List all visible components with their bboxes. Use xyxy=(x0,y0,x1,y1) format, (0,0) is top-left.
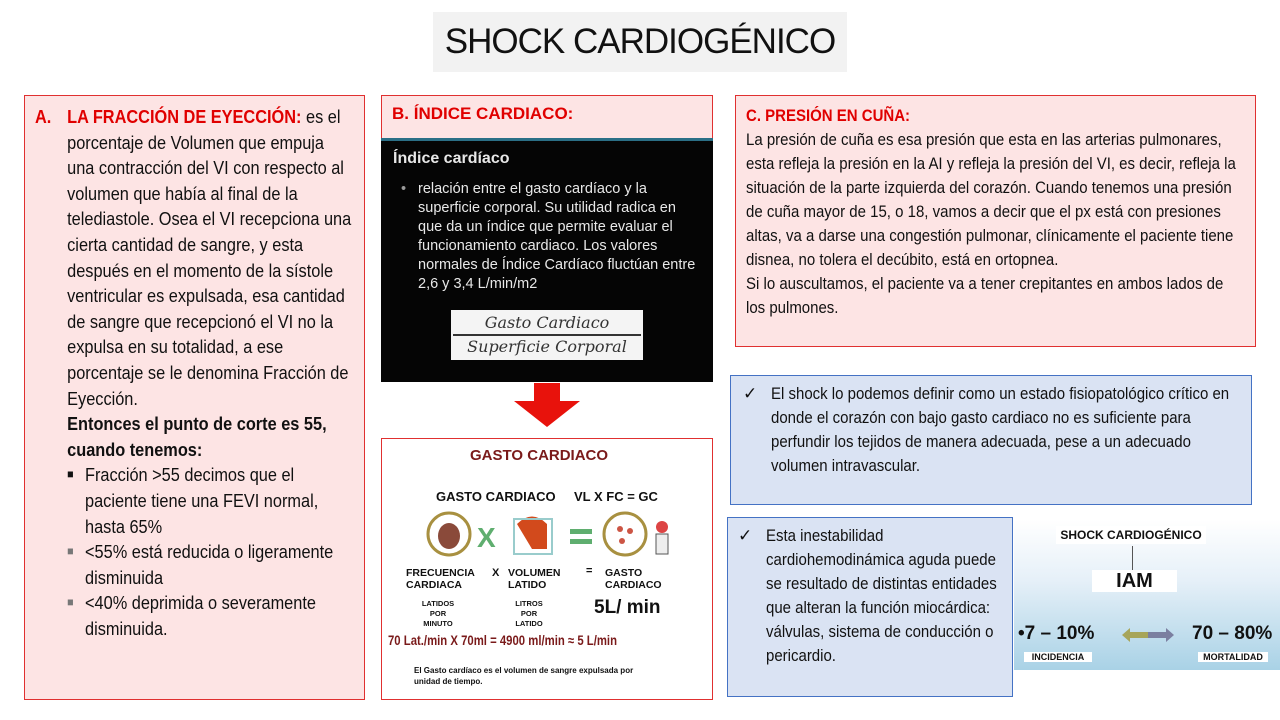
section-c-wedge-pressure xyxy=(735,95,1256,347)
cardiac-index-image xyxy=(381,138,713,382)
definition-note: El Gasto cardíaco es el volumen de sangre expulsada por unidad de tiempo. xyxy=(414,666,634,686)
denominator: Superficie Corporal xyxy=(467,337,627,356)
cardiac-output-value: 5L/ min xyxy=(594,597,661,618)
note-text: El shock lo podemos definir como un estado fisiopatológico crítico en donde el corazón con bajo gasto cardiaco no es suficiente para perfundir los tejidos de manera adecuada, pese a un adecuado volumen intravascular. xyxy=(771,384,1230,475)
cardiac-output-label: GASTO CARDIACO xyxy=(605,567,662,591)
image-title: SHOCK CARDIOGÉNICO xyxy=(1056,526,1206,544)
incidence-value: •7 – 10% xyxy=(1018,623,1095,644)
section-b-header xyxy=(381,95,713,139)
section-a-content xyxy=(35,104,354,641)
square-bullet-icon: ■ xyxy=(67,467,74,482)
ef-bullet-list xyxy=(35,462,354,641)
formula-label: GASTO CARDIACO xyxy=(436,489,556,504)
double-arrow-icon xyxy=(1122,626,1174,644)
mortality-label: MORTALIDAD xyxy=(1198,652,1268,662)
stroke-volume-unit: LITROS POR LATIDO xyxy=(515,599,543,628)
image-text: • relación entre el gasto cardíaco y la superficie corporal. Su utilidad radica en que da un índice que permite evaluar el funcionamiento cardiaco. Los valores normales de Índice Cardíaco fluctúan entre 2,6 y 3,4 L/min/m2 xyxy=(393,180,701,294)
equals-sign: = xyxy=(586,565,593,577)
list-item: ■ <40% deprimida o severamente disminuida. xyxy=(67,592,316,639)
slide-title: SHOCK CARDIOGÉNICO xyxy=(433,12,847,72)
note-text: Esta inestabilidad cardiohemodinámica aguda puede se resultado de distintas entidades que alteran la función miocárdica: válvulas, sistema de conducción o pericardio. xyxy=(766,526,997,665)
calculation: 70 Lat./min X 70ml = 4900 ml/min ≈ 5 L/min xyxy=(388,633,618,648)
cutoff-text: Entonces el punto de corte es 55, cuando tenemos: xyxy=(67,413,327,460)
heart-rate-unit: LATIDOS POR MINUTO xyxy=(421,599,455,628)
incidence-label: INCIDENCIA xyxy=(1024,652,1092,662)
checkmark-icon: ✓ xyxy=(738,526,753,545)
times-sign: X xyxy=(492,567,500,579)
section-c-content xyxy=(746,104,1245,320)
section-c-body: La presión de cuña es esa presión que esta en las arterias pulmonares, esta refleja la presión en la AI y refleja la presión del VI, es decir, refleja la situación de la parte izquierda del corazón. Cuando tenemos una presión de cuña mayor de 15, o 18, vamos a decir que el px está con presiones altas, va a darse una congestión pulmonar, clínicamente el paciente tiene disnea, no tolera el decúbito, está en ortopnea. xyxy=(746,130,1236,269)
mortality-value: 70 – 80% xyxy=(1192,623,1273,644)
square-bullet-icon: ■ xyxy=(67,595,74,610)
down-arrow-icon xyxy=(514,383,580,427)
iam-statistics-image xyxy=(1014,520,1280,670)
image-title: Índice cardíaco xyxy=(393,150,510,167)
list-item: ■ Fracción >55 decimos que el paciente tiene una FEVI normal, hasta 65% xyxy=(67,464,319,537)
checkmark-icon: ✓ xyxy=(743,384,758,403)
image-title: GASTO CARDIACO xyxy=(470,447,609,464)
shock-definition-note xyxy=(730,375,1252,505)
square-bullet-icon: ■ xyxy=(67,544,74,559)
stroke-volume-label: VOLUMEN LATIDO xyxy=(508,567,561,591)
svg-text:X: X xyxy=(477,522,496,553)
numerator: Gasto Cardiaco xyxy=(453,312,641,336)
instability-note xyxy=(727,517,1013,697)
section-c-body-2: Si lo auscultamos, el paciente va a tener crepitantes en ambos lados de los pulmones. xyxy=(746,274,1224,317)
connector-line xyxy=(1132,546,1133,570)
cardiac-output-image xyxy=(381,438,713,700)
section-a-ejection-fraction xyxy=(24,95,365,700)
formula: VL X FC = GC xyxy=(574,489,658,504)
list-item: ■ <55% está reducida o ligeramente disminuida xyxy=(67,541,334,588)
cardiac-illustration-icon xyxy=(422,509,682,559)
section-a-body: es el porcentaje de Volumen que empuja una contracción del VI con respecto al volumen que había al final de la telediastole. Osea el VI recepciona una cierta cantidad de sangre, y esta después en el momento de la sístole ventricular es expulsada, esa cantidad de sangre que recepcionó el VI no la expulsa en su totalidad, a ese porcentaje se le denomina Fracción de Eyección. xyxy=(67,106,352,409)
section-letter: A. xyxy=(35,106,52,127)
section-b-heading: B. ÍNDICE CARDIACO: xyxy=(392,104,574,123)
iam-label: IAM xyxy=(1092,570,1177,592)
section-a-heading: LA FRACCIÓN DE EYECCIÓN: xyxy=(67,106,302,127)
section-c-heading: C. PRESIÓN EN CUÑA: xyxy=(746,106,911,125)
heart-rate-label: FRECUENCIA CARDIACA xyxy=(406,567,475,591)
cardiac-index-formula xyxy=(451,310,643,360)
